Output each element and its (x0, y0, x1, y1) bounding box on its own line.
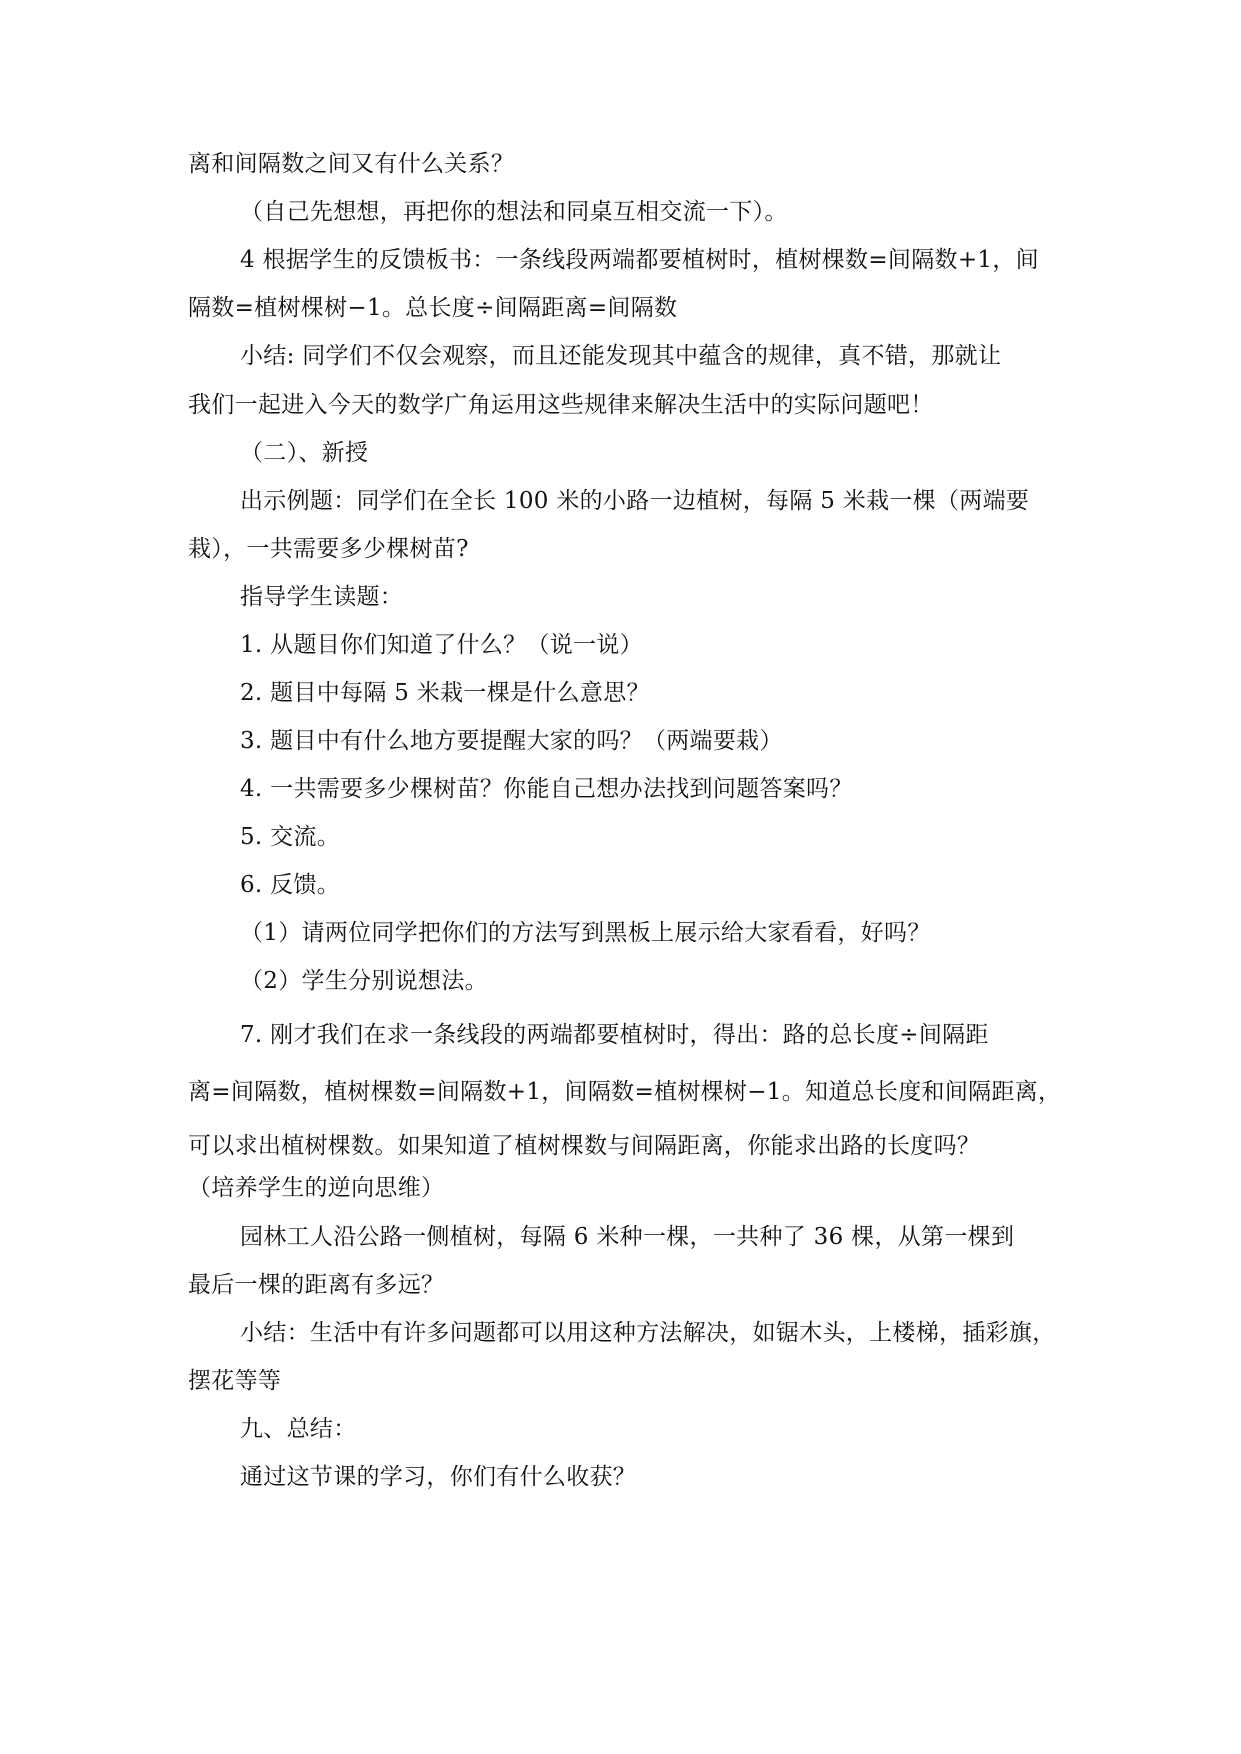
text-line: 4. 一共需要多少棵树苗？你能自己想办法找到问题答案吗？ (240, 776, 853, 802)
text-line: （二）、新授 (240, 440, 369, 466)
text-line: 7. 刚才我们在求一条线段的两端都要植树时，得出：路的总长度÷间隔距 (240, 1022, 989, 1048)
text-line: 隔数=植树棵树−1。总长度÷间隔距离=间隔数 (188, 295, 678, 321)
text-line: 2. 题目中每隔 5 米栽一棵是什么意思？ (240, 680, 650, 706)
text-line: 4 根据学生的反馈板书：一条线段两端都要植树时，植树棵数=间隔数+1，间 (240, 247, 1039, 273)
text-line: 指导学生读题： (240, 584, 404, 610)
text-line: 3. 题目中有什么地方要提醒大家的吗？（两端要栽） (240, 728, 783, 754)
text-line: 栽），一共需要多少棵树苗? (188, 536, 469, 562)
text-line: 5. 交流。 (240, 824, 341, 850)
text-line: 离=间隔数，植树棵数=间隔数+1，间隔数=植树棵树−1。知道总长度和间隔距离， (188, 1079, 1062, 1105)
text-line: 最后一棵的距离有多远？ (188, 1272, 445, 1298)
text-line: 可以求出植树棵数。如果知道了植树棵数与间隔距离，你能求出路的长度吗？ (188, 1133, 981, 1159)
text-line: 离和间隔数之间又有什么关系？ (188, 151, 515, 177)
text-line: （1）请两位同学把你们的方法写到黑板上展示给大家看看，好吗？ (240, 920, 931, 946)
text-line: （培养学生的逆向思维） (188, 1175, 445, 1201)
text-line: 1. 从题目你们知道了什么？（说一说） (240, 632, 643, 658)
text-line: 小结: 同学们不仅会观察，而且还能发现其中蕴含的规律，真不错，那就让 (240, 343, 1002, 369)
text-line: 园林工人沿公路一侧植树，每隔 6 米种一棵，一共种了 36 棵，从第一棵到 (240, 1224, 1015, 1250)
text-line: 通过这节课的学习，你们有什么收获？ (240, 1464, 637, 1490)
text-line: 小结：生活中有许多问题都可以用这种方法解决，如锯木头，上楼梯，插彩旗， (240, 1320, 1056, 1346)
text-line: 摆花等等 (188, 1368, 282, 1394)
text-line: 出示例题：同学们在全长 100 米的小路一边植树，每隔 5 米栽一棵（两端要 (240, 488, 1030, 514)
text-line: （2）学生分别说想法。 (240, 968, 488, 994)
text-line: 我们一起进入今天的数学广角运用这些规律来解决生活中的实际问题吧！ (188, 392, 934, 418)
text-line: （自己先想想，再把你的想法和同桌互相交流一下）。 (240, 199, 788, 225)
text-line: 九、总结： (240, 1416, 357, 1442)
text-line: 6. 反馈。 (240, 872, 341, 898)
